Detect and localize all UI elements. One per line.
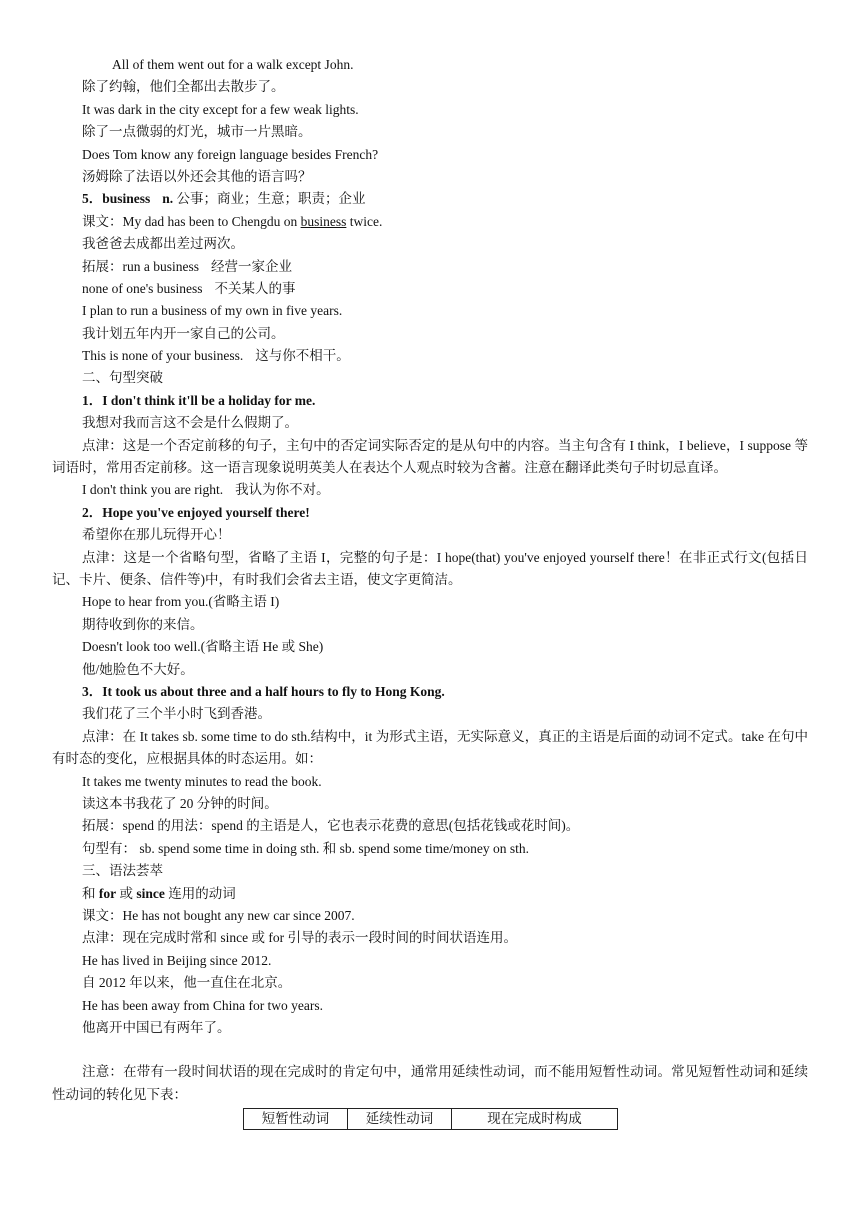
table-header-cell: 短暂性动词 xyxy=(244,1109,348,1130)
translation: 希望你在那儿玩得开心！ xyxy=(82,527,231,543)
vocab-pos: n. xyxy=(162,191,174,207)
phrase-cn: 不关某人的事 xyxy=(214,280,296,296)
example-sentence xyxy=(52,479,808,501)
pattern-heading-2 xyxy=(52,502,808,524)
sentence-en: This is none of your business. xyxy=(82,348,244,364)
underlined-word: business xyxy=(300,213,347,229)
translation: 他/她脸色不大好。 xyxy=(82,661,194,677)
example-sentence: All of them went out for a walk except John. xyxy=(112,57,354,72)
table-header-cell: 现在完成时构成 xyxy=(452,1109,618,1130)
vocab-heading-business xyxy=(52,188,808,210)
translation: 我爸爸去成都出差过两次。 xyxy=(82,236,244,252)
extension-phrase xyxy=(52,278,808,300)
extension-phrase xyxy=(52,256,808,278)
example-sentence: Does Tom know any foreign language besides French? xyxy=(82,146,379,162)
keyword-for: for xyxy=(98,885,117,901)
grammar-heading-or: 或 xyxy=(116,885,137,901)
document-page xyxy=(52,54,808,1130)
pattern-heading-1 xyxy=(52,390,808,412)
translation: 汤姆除了法语以外还会其他的语言吗？ xyxy=(82,168,312,184)
example-sentence xyxy=(52,345,808,367)
grammar-heading-post: 连用的动词 xyxy=(164,885,236,901)
textbook-sentence-post: twice. xyxy=(346,213,383,229)
phrase-en: 拓展：run a business xyxy=(82,258,199,274)
example-sentence: Doesn't look too well.(省略主语 He 或 She) xyxy=(82,639,324,655)
extension-note: 拓展：spend 的用法：spend 的主语是人，它也表示花费的意思(包括花钱或花时间)。 xyxy=(82,818,580,834)
sentence-cn: 这与你不相干。 xyxy=(255,348,350,364)
example-sentence: I plan to run a business of my own in five years. xyxy=(82,303,343,319)
note-paragraph: 点津：这是一个否定前移的句子，主句中的否定词实际否定的是从句中的内容。当主句含有 I think，I believe，I suppose 等词语时，常用否定前移。这一语言现象说明英美人在表达个人观点时较为含蓄。注意在翻译此类句子时切忌直译。 xyxy=(52,437,808,476)
pattern-number: 1． xyxy=(82,392,103,408)
textbook-sentence xyxy=(52,211,808,233)
pattern-number: 3． xyxy=(82,684,103,699)
blank-line xyxy=(52,1039,808,1061)
vocab-word: business xyxy=(102,191,151,207)
note-paragraph: 点津：在 It takes sb. some time to do sth.结构中，it 为形式主语，无实际意义，真正的主语是后面的动词不定式。take 在句中有时态的变化，应根据具体的时态运用。如： xyxy=(52,728,809,767)
translation: 他离开中国已有两年了。 xyxy=(82,1019,231,1035)
translation: 我们花了三个半小时飞到香港。 xyxy=(82,706,271,722)
textbook-sentence: 课文：He has not bought any new car since 2007. xyxy=(82,907,355,923)
example-sentence: He has lived in Beijing since 2012. xyxy=(82,952,272,968)
grammar-heading xyxy=(52,883,808,905)
note-line: 点津：现在完成时常和 since 或 for 引导的表示一段时间的时间状语连用。 xyxy=(82,930,517,946)
pattern-note: 句型有： sb. spend some time in doing sth. 和 sb. spend some time/money on sth. xyxy=(82,840,529,856)
pattern-heading-3 xyxy=(52,681,808,703)
translation: 我计划五年内开一家自己的公司。 xyxy=(82,325,285,341)
phrase-cn: 经营一家企业 xyxy=(211,258,292,274)
pattern-title: Hope you've enjoyed yourself there! xyxy=(102,504,310,520)
translation: 自 2012 年以来，他一直住在北京。 xyxy=(82,975,292,991)
example-sentence: It was dark in the city except for a few weak lights. xyxy=(82,101,359,117)
verb-conversion-table xyxy=(243,1108,618,1130)
section-heading-sentence-patterns: 二、句型突破 xyxy=(82,370,163,386)
note-paragraph: 点津：这是一个省略句型，省略了主语 I，完整的句子是：I hope(that) you've enjoyed yourself there！在非正式行文(包括日记、卡片、便条、信件等)中，有时我们会省去主语，使文字更简洁。 xyxy=(52,549,808,588)
vocab-number: 5． xyxy=(82,191,103,207)
example-sentence: Hope to hear from you.(省略主语 I) xyxy=(82,594,280,610)
table-header-cell: 延续性动词 xyxy=(348,1109,452,1130)
translation: 除了约翰，他们全都出去散步了。 xyxy=(82,79,285,95)
grammar-heading-pre: 和 xyxy=(82,885,99,901)
textbook-sentence-pre: 课文：My dad has been to Chengdu on xyxy=(82,213,301,229)
phrase-en: none of one's business xyxy=(82,280,203,296)
example-sentence: He has been away from China for two years. xyxy=(82,997,324,1013)
translation: 读这本书我花了 20 分钟的时间。 xyxy=(82,795,278,811)
keyword-since: since xyxy=(136,885,165,901)
section-heading-grammar: 三、语法荟萃 xyxy=(82,863,163,879)
translation: 除了一点微弱的灯光，城市一片黑暗。 xyxy=(82,124,312,140)
translation: 我想对我而言这不会是什么假期了。 xyxy=(82,415,298,431)
example-sentence: It takes me twenty minutes to read the book. xyxy=(82,773,322,789)
table-header-row xyxy=(244,1109,618,1130)
sentence-en: I don't think you are right. xyxy=(82,482,224,498)
vocab-meaning: 公事；商业；生意；职责；企业 xyxy=(176,191,366,207)
note-paragraph: 注意：在带有一段时间状语的现在完成时的肯定句中，通常用延续性动词，而不能用短暂性动词。常见短暂性动词和延续性动词的转化见下表： xyxy=(52,1064,808,1102)
pattern-title: It took us about three and a half hours to fly to Hong Kong. xyxy=(102,684,445,699)
translation: 期待收到你的来信。 xyxy=(82,616,204,632)
sentence-cn: 我认为你不对。 xyxy=(235,482,330,498)
pattern-number: 2． xyxy=(82,504,103,520)
pattern-title: I don't think it'll be a holiday for me. xyxy=(102,392,316,408)
